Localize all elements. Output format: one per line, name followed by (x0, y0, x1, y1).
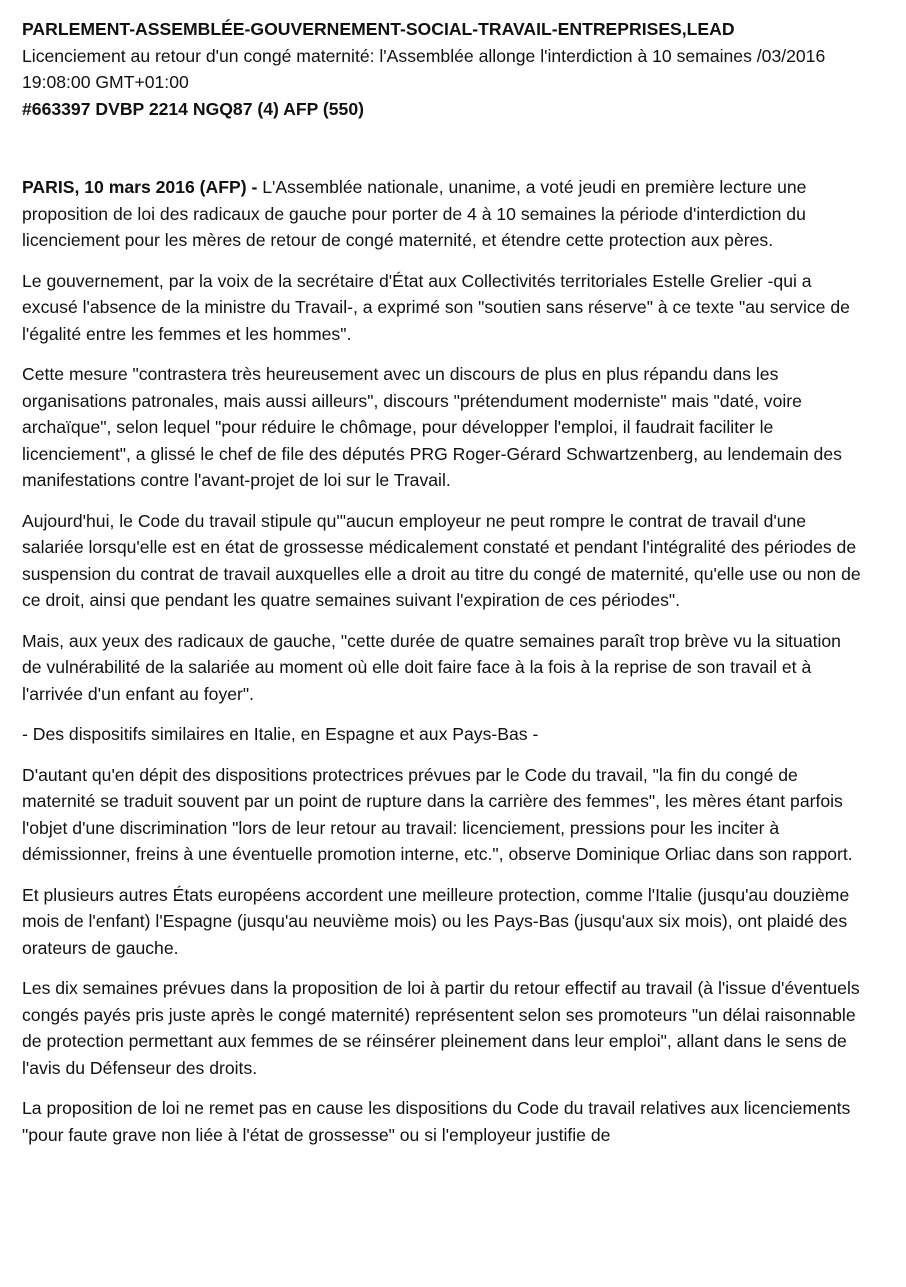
topic-tags: PARLEMENT-ASSEMBLÉE-GOUVERNEMENT-SOCIAL-TRAVAIL-ENTREPRISES,LEAD (22, 19, 735, 39)
paragraph-9: La proposition de loi ne remet pas en cause les dispositions du Code du travail relatives aux licenciements "pour faute grave non liée à l'état de grossesse" ou si l'employeur justifie de (22, 1098, 851, 1145)
dispatch-reference: #663397 DVBP 2214 NGQ87 (4) AFP (550) (22, 98, 364, 119)
paragraph-4: Aujourd'hui, le Code du travail stipule qu'"aucun employeur ne peut rompre le contrat de travail d'une salariée lorsqu'elle est en état de grossesse médicalement constaté et pendant l'intégralité des périodes de suspension du contrat de travail auxquelles elle a droit au titre du congé de maternité, qu'elle use ou non de ce droit, ainsi que pendant les quatre semaines suivant l'expiration de ces périodes". (22, 510, 861, 610)
paragraph-6: D'autant qu'en dépit des dispositions protectrices prévues par le Code du travail, "la fin du congé de maternité se traduit souvent par un point de rupture dans la carrière des femmes", les mères étant parfois l'objet d'une discrimination "lors de leur retour au travail: licenciement, pressions pour les inciter à démissionner, freins à une éventuelle promotion interne, etc.", observe Dominique Orliac dans son rapport. (22, 764, 853, 864)
paragraph-8: Les dix semaines prévues dans la proposition de loi à partir du retour effectif au travail (à l'issue d'éventuels congés payés pris juste après le congé maternité) représentent selon ses promoteurs "un délai raisonnable de protection permettant aux femmes de se réinsérer pleinement dans leur emploi", allant dans le sens de l'avis du Défenseur des droits. (22, 978, 860, 1078)
paragraph-7: Et plusieurs autres États européens accordent une meilleure protection, comme l'Italie (jusqu'au douzième mois de l'enfant) l'Espagne (jusqu'au neuvième mois) ou les Pays-Bas (jusqu'aux six mois), ont plaidé des orateurs de gauche. (22, 884, 850, 958)
dateline: PARIS, 10 mars 2016 (AFP) - (22, 177, 258, 197)
paragraph-2: Le gouvernement, par la voix de la secrétaire d'État aux Collectivités territoriales Estelle Grelier -qui a excusé l'absence de la ministre du Travail-, a exprimé son "soutien sans réserve" à ce texte "au service de l'égalité entre les femmes et les hommes". (22, 270, 850, 344)
article-header (22, 16, 862, 122)
headline: Licenciement au retour d'un congé maternité: l'Assemblée allonge l'interdiction à 10 semaines /03/2016 19:08:00 GMT+01:00 (22, 45, 826, 92)
paragraph-1 (22, 174, 862, 254)
article-body (22, 174, 862, 1148)
paragraph-3: Cette mesure "contrastera très heureusement avec un discours de plus en plus répandu dans les organisations patronales, mais aussi ailleurs", discours "prétendument moderniste" mais "daté, voire archaïque", selon lequel "pour réduire le chômage, pour développer l'emploi, il faudrait faciliter le licenciement", a glissé le chef de file des députés PRG Roger-Gérard Schwartzenberg, au lendemain des manifestations contre l'avant-projet de loi sur le Travail. (22, 364, 842, 490)
document-page (22, 16, 862, 1162)
paragraph-5: Mais, aux yeux des radicaux de gauche, "cette durée de quatre semaines paraît trop brève vu la situation de vulnérabilité de la salariée au moment où elle doit faire face à la fois à la reprise de son travail et à l'arrivée d'un enfant au foyer". (22, 630, 841, 704)
paragraph-1-text: L'Assemblée nationale, unanime, a voté jeudi en première lecture une proposition de loi des radicaux de gauche pour porter de 4 à 10 semaines la période d'interdiction du licenciement pour les mères de retour de congé maternité, et étendre cette protection aux pères. (22, 177, 807, 250)
header-spacer (22, 122, 862, 174)
subheading: - Des dispositifs similaires en Italie, en Espagne et aux Pays-Bas - (22, 724, 539, 744)
